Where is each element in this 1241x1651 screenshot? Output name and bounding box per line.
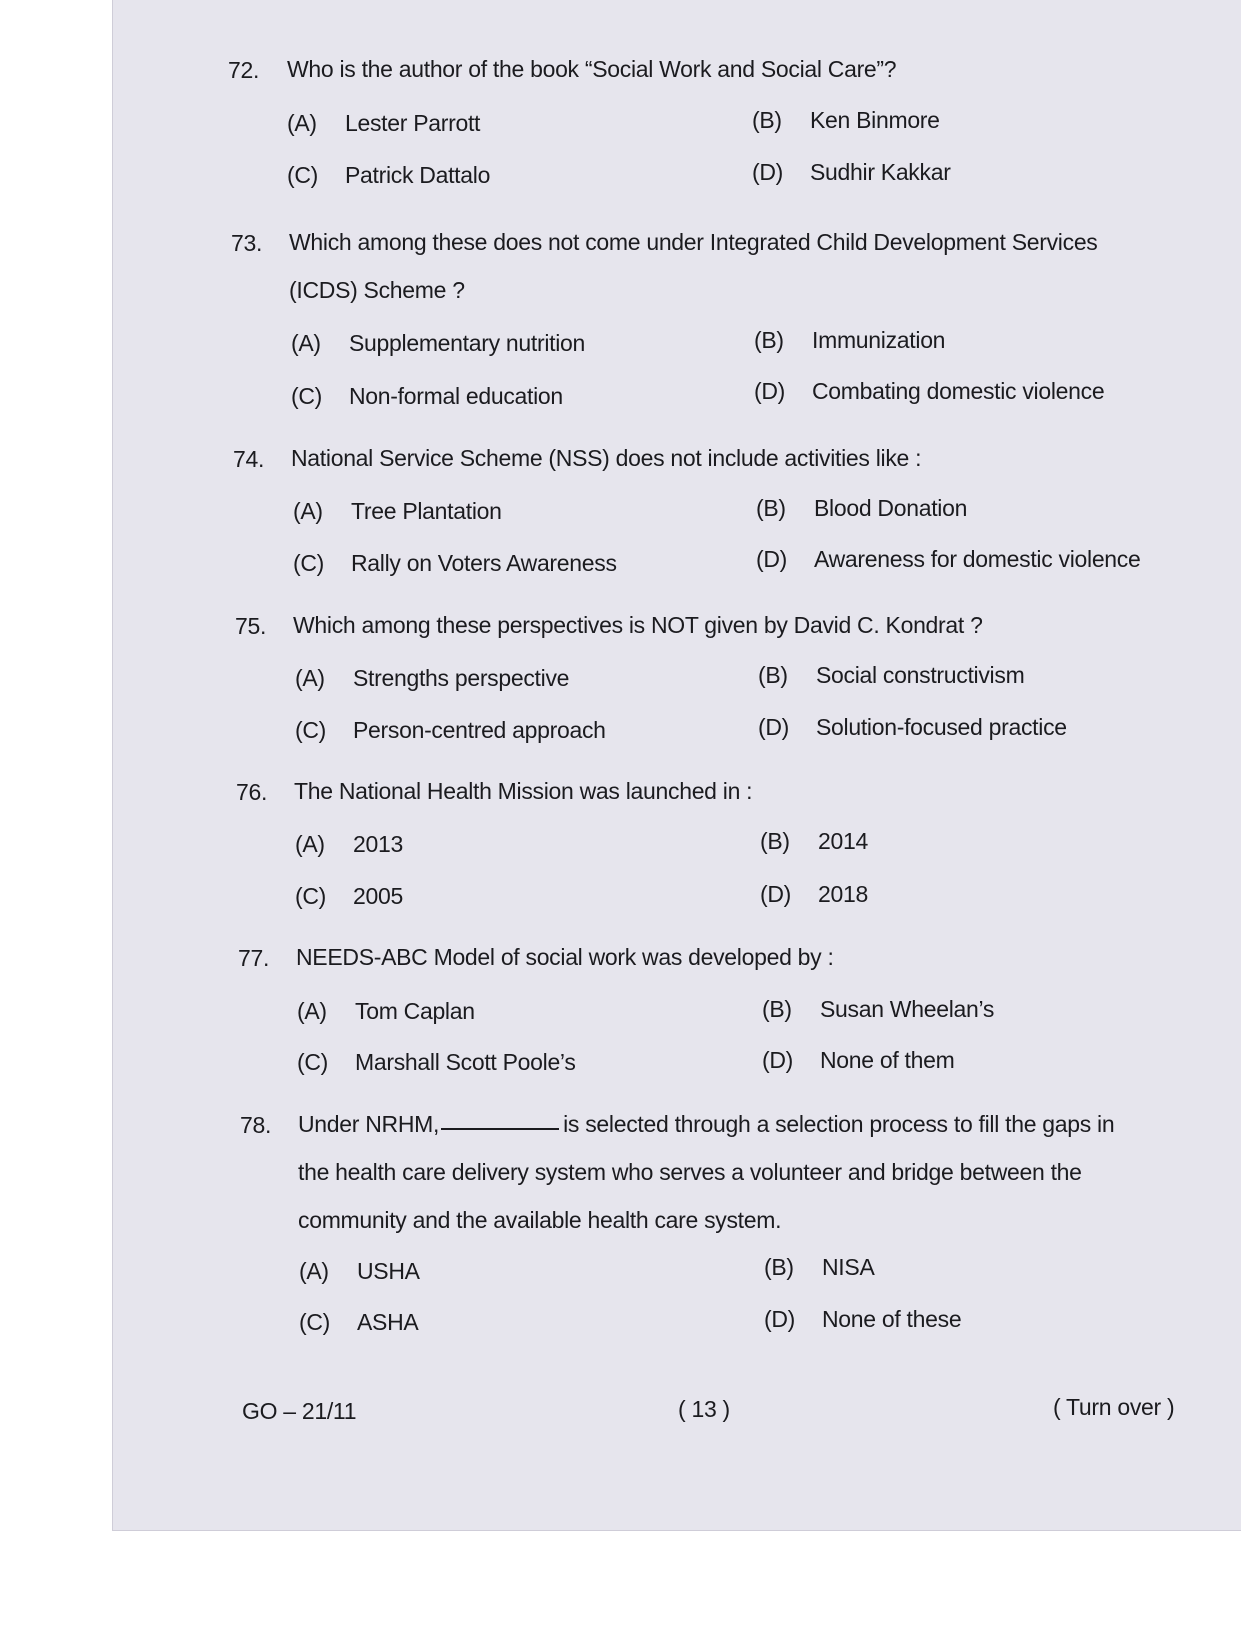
option-b[interactable]: (B) NISA xyxy=(764,1254,875,1280)
option-d[interactable]: (D) Awareness for domestic violence xyxy=(756,546,1141,572)
question-text-line-2: the health care delivery system who serves a volunteer and bridge between the xyxy=(298,1159,1082,1185)
option-a[interactable]: (A) 2013 xyxy=(295,831,403,857)
option-c[interactable]: (C) Rally on Voters Awareness xyxy=(293,550,617,576)
page-number: ( 13 ) xyxy=(678,1396,730,1422)
question-text: Who is the author of the book “Social Work and Social Care”? xyxy=(287,56,897,82)
question-number: 75. xyxy=(235,613,267,639)
turn-over-note: ( Turn over ) xyxy=(1053,1394,1175,1420)
option-c[interactable]: (C) Person-centred approach xyxy=(295,717,606,743)
question-text-line-1: Which among these does not come under Integrated Child Development Services xyxy=(289,229,1098,255)
option-d[interactable]: (D) Combating domestic violence xyxy=(754,378,1105,404)
option-b[interactable]: (B) Blood Donation xyxy=(756,495,968,521)
option-c[interactable]: (C) 2005 xyxy=(295,883,403,909)
option-d[interactable]: (D) None of them xyxy=(762,1047,955,1073)
option-a[interactable]: (A) Tree Plantation xyxy=(293,498,502,524)
option-a[interactable]: (A) Supplementary nutrition xyxy=(291,330,586,356)
question-number: 76. xyxy=(236,779,268,805)
option-c[interactable]: (C) Non-formal education xyxy=(291,383,563,409)
option-d[interactable]: (D) Sudhir Kakkar xyxy=(752,159,951,185)
question-number: 72. xyxy=(228,57,260,83)
question-number: 74. xyxy=(233,446,265,472)
option-d[interactable]: (D) None of these xyxy=(764,1306,962,1332)
question-number: 73. xyxy=(231,230,263,256)
question-text: Which among these perspectives is NOT given by David C. Kondrat ? xyxy=(293,612,983,638)
question-text-line-2: (ICDS) Scheme ? xyxy=(289,277,465,303)
option-b[interactable]: (B) Susan Wheelan’s xyxy=(762,996,995,1022)
option-a[interactable]: (A) Tom Caplan xyxy=(297,998,475,1024)
option-c[interactable]: (C) Patrick Dattalo xyxy=(287,162,491,188)
question-text: National Service Scheme (NSS) does not include activities like : xyxy=(291,445,922,471)
question-text-line-1: Under NRHM, is selected through a selection process to fill the gaps in xyxy=(298,1111,1115,1137)
option-a[interactable]: (A) USHA xyxy=(299,1258,420,1284)
answer-blank xyxy=(441,1128,559,1130)
option-c[interactable]: (C) ASHA xyxy=(299,1309,419,1335)
option-a[interactable]: (A) Strengths perspective xyxy=(295,665,570,691)
option-d[interactable]: (D) 2018 xyxy=(760,881,868,907)
option-b[interactable]: (B) Social constructivism xyxy=(758,662,1025,688)
option-b[interactable]: (B) Ken Binmore xyxy=(752,107,940,133)
option-d[interactable]: (D) Solution-focused practice xyxy=(758,714,1067,740)
option-b[interactable]: (B) Immunization xyxy=(754,327,946,353)
question-text: NEEDS-ABC Model of social work was developed by : xyxy=(296,944,834,970)
option-a[interactable]: (A) Lester Parrott xyxy=(287,110,481,136)
paper-code: GO – 21/11 xyxy=(242,1398,357,1424)
question-number: 78. xyxy=(240,1112,272,1138)
question-text: The National Health Mission was launched in : xyxy=(294,778,753,804)
option-c[interactable]: (C) Marshall Scott Poole’s xyxy=(297,1049,576,1075)
option-b[interactable]: (B) 2014 xyxy=(760,828,868,854)
question-number: 77. xyxy=(238,945,270,971)
question-text-line-3: community and the available health care system. xyxy=(298,1207,782,1233)
